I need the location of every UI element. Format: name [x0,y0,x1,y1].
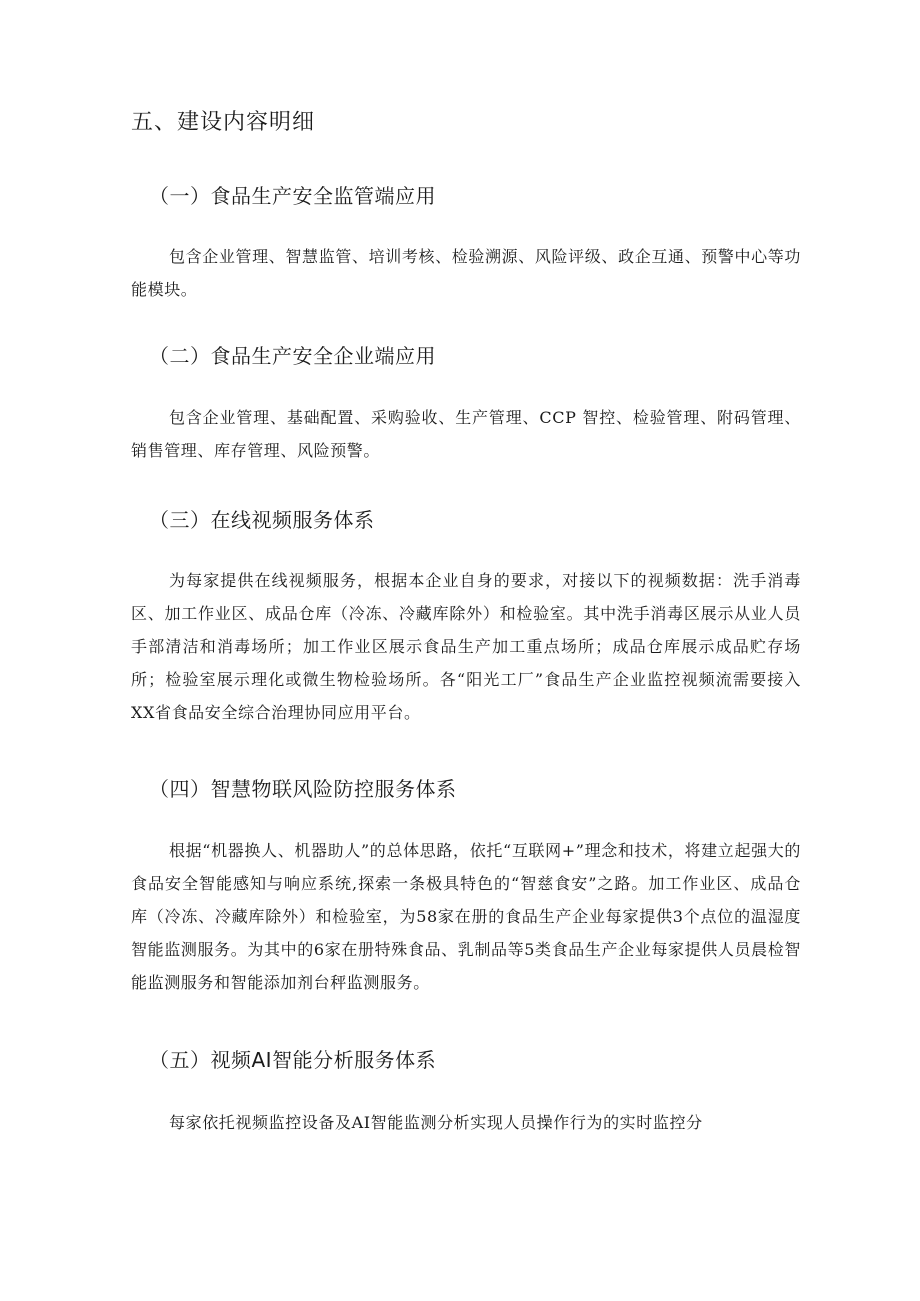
section-heading-1: （一）食品生产安全监管端应用 [149,184,436,208]
section-heading-5: （五）视频AI智能分析服务体系 [149,1048,437,1072]
section-paragraph-3: 为每家提供在线视频服务，根据本企业自身的要求，对接以下的视频数据：洗手消毒区、加工作业区、成品仓库（冷冻、冷藏库除外）和检验室。其中洗手消毒区展示从业人员手部清洁和消毒场所；加工作业区展示食品生产加工重点场所；成品仓库展示成品贮存场所；检验室展示理化或微生物检验场所。各“阳光工厂”食品生产企业监控视频流需要接入XX省食品安全综合治理协同应用平台。 [131,571,801,722]
section-paragraph-4: 根据“机器换人、机器助人”的总体思路，依托“互联网+”理念和技术，将建立起强大的食品安全智能感知与响应系统,探索一条极具特色的“智慈食安”之路。加工作业区、成品仓库（冷冻、冷藏库除外）和检验室，为58家在册的食品生产企业每家提供3个点位的温湿度智能监测服务。为其中的6家在册特殊食品、乳制品等5类食品生产企业每家提供人员晨检智能监测服务和智能添加剂台秤监测服务。 [131,841,801,992]
section-heading-2: （二）食品生产安全企业端应用 [149,344,436,368]
chapter-title: 五、建设内容明细 [131,110,316,135]
section-heading-4: （四）智慧物联风险防控服务体系 [149,777,457,801]
section-heading-3: （三）在线视频服务体系 [149,508,375,532]
section-paragraph-2: 包含企业管理、基础配置、采购验收、生产管理、CCP 智控、检验管理、附码管理、销售管理、库存管理、风险预警。 [131,408,801,460]
section-paragraph-1: 包含企业管理、智慧监管、培训考核、检验溯源、风险评级、政企互通、预警中心等功能模块。 [131,247,801,299]
section-paragraph-5: 每家依托视频监控设备及AI智能监测分析实现人员操作行为的实时监控分 [169,1113,703,1132]
